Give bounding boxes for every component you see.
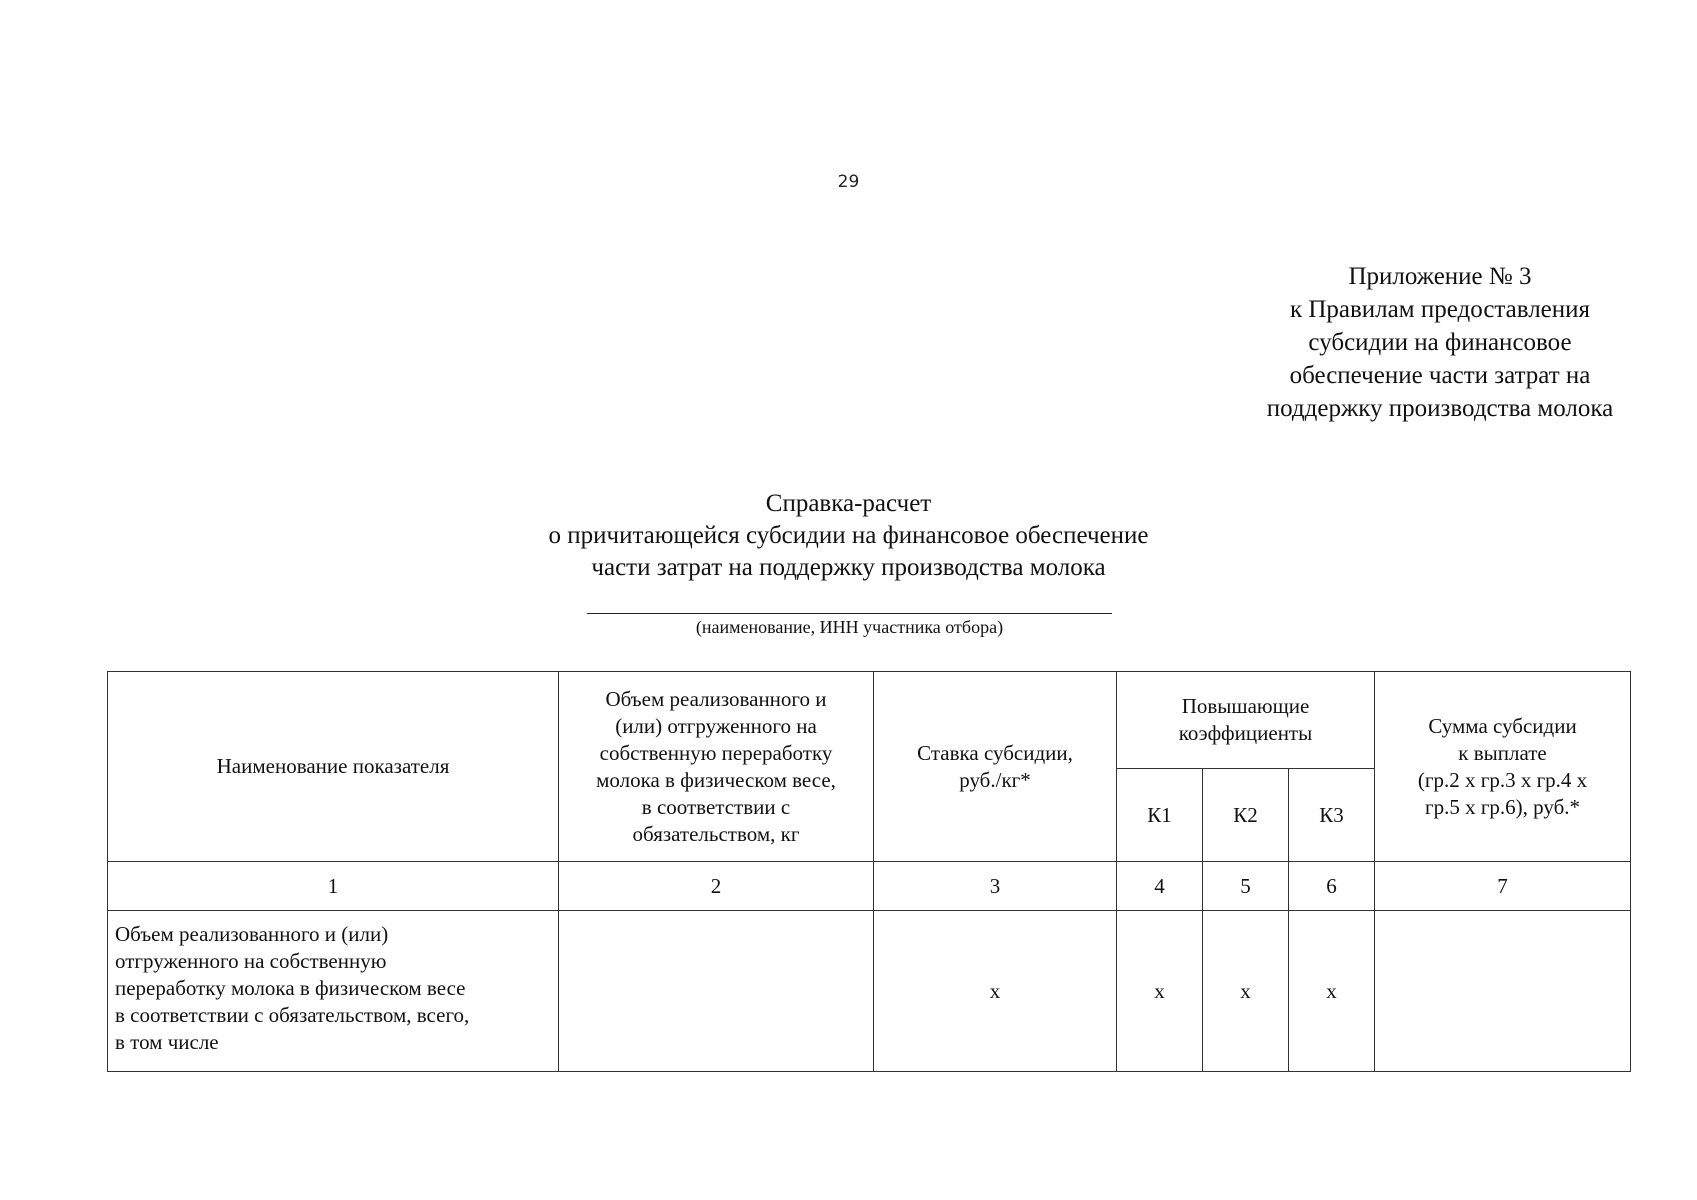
header-volume-line: Объем реализованного и <box>605 686 827 711</box>
header-volume-line: (или) отгруженного на <box>615 713 817 738</box>
appendix-header <box>1210 260 1670 425</box>
row-indicator-line: в соответствии с обязательством, всего, <box>115 1003 470 1027</box>
row-indicator-line: переработку молока в физическом весе <box>115 976 466 1000</box>
header-coefficients-line: коэффициенты <box>1178 721 1313 745</box>
row-indicator-line: отгруженного на собственную <box>115 949 387 973</box>
header-volume-line: в соответствии с <box>641 794 791 819</box>
calculation-table <box>107 671 1631 1072</box>
title-line: о причитающейся субсидии на финансовое обеспечение <box>548 522 1149 549</box>
header-subsidy-sum-line: Сумма субсидии <box>1428 713 1577 738</box>
column-number: 7 <box>1375 862 1631 911</box>
header-rate-line: руб./кг* <box>959 767 1031 792</box>
column-number-row <box>108 862 1631 911</box>
row-indicator-line: в том числе <box>115 1030 219 1054</box>
table-row <box>108 911 1631 1072</box>
cell-rate: х <box>874 911 1117 1072</box>
column-number: 5 <box>1203 862 1289 911</box>
column-number: 4 <box>1117 862 1203 911</box>
title-line: части затрат на поддержку производства молока <box>591 554 1106 581</box>
row-indicator-line: Объем реализованного и (или) <box>115 922 389 946</box>
header-k3: К3 <box>1289 769 1375 862</box>
header-subsidy-sum-line: (гр.2 х гр.3 х гр.4 х <box>1417 767 1588 792</box>
participant-name-line <box>587 613 1112 614</box>
header-volume <box>559 672 874 862</box>
header-k1: К1 <box>1117 769 1203 862</box>
cell-volume <box>559 911 874 1072</box>
document-title <box>0 488 1697 584</box>
header-coefficients-line: Повышающие <box>1181 694 1310 718</box>
appendix-line: к Правилам предоставления <box>1289 296 1591 323</box>
header-subsidy-sum-line: гр.5 х гр.6), руб.* <box>1424 794 1581 819</box>
page-number: 29 <box>837 172 860 192</box>
participant-name-caption: (наименование, ИНН участника отбора) <box>695 617 1004 637</box>
row-indicator-name <box>108 911 559 1072</box>
appendix-line: обеспечение части затрат на <box>1289 362 1591 389</box>
table-header-row <box>108 672 1631 769</box>
column-number: 6 <box>1289 862 1375 911</box>
header-volume-line: собственную переработку <box>599 740 833 765</box>
appendix-line: Приложение № 3 <box>1348 263 1532 290</box>
header-coefficients-group <box>1117 672 1375 769</box>
cell-k1: х <box>1117 911 1203 1072</box>
header-k2: К2 <box>1203 769 1289 862</box>
cell-subsidy-sum <box>1375 911 1631 1072</box>
cell-k3: х <box>1289 911 1375 1072</box>
header-subsidy-sum <box>1375 672 1631 862</box>
header-volume-line: молока в физическом весе, <box>596 767 836 792</box>
column-number: 2 <box>559 862 874 911</box>
appendix-line: поддержку производства молока <box>1266 395 1614 422</box>
title-line: Справка-расчет <box>765 490 932 517</box>
header-subsidy-sum-line: к выплате <box>1458 740 1547 765</box>
column-number: 3 <box>874 862 1117 911</box>
header-indicator-name <box>108 672 559 862</box>
cell-k2: х <box>1203 911 1289 1072</box>
header-rate <box>874 672 1117 862</box>
appendix-line: субсидии на финансовое <box>1308 329 1572 356</box>
header-indicator-name-text: Наименование показателя <box>216 754 450 778</box>
header-rate-line: Ставка субсидии, <box>917 740 1073 765</box>
column-number: 1 <box>108 862 559 911</box>
header-volume-line: обязательством, кг <box>632 821 800 846</box>
